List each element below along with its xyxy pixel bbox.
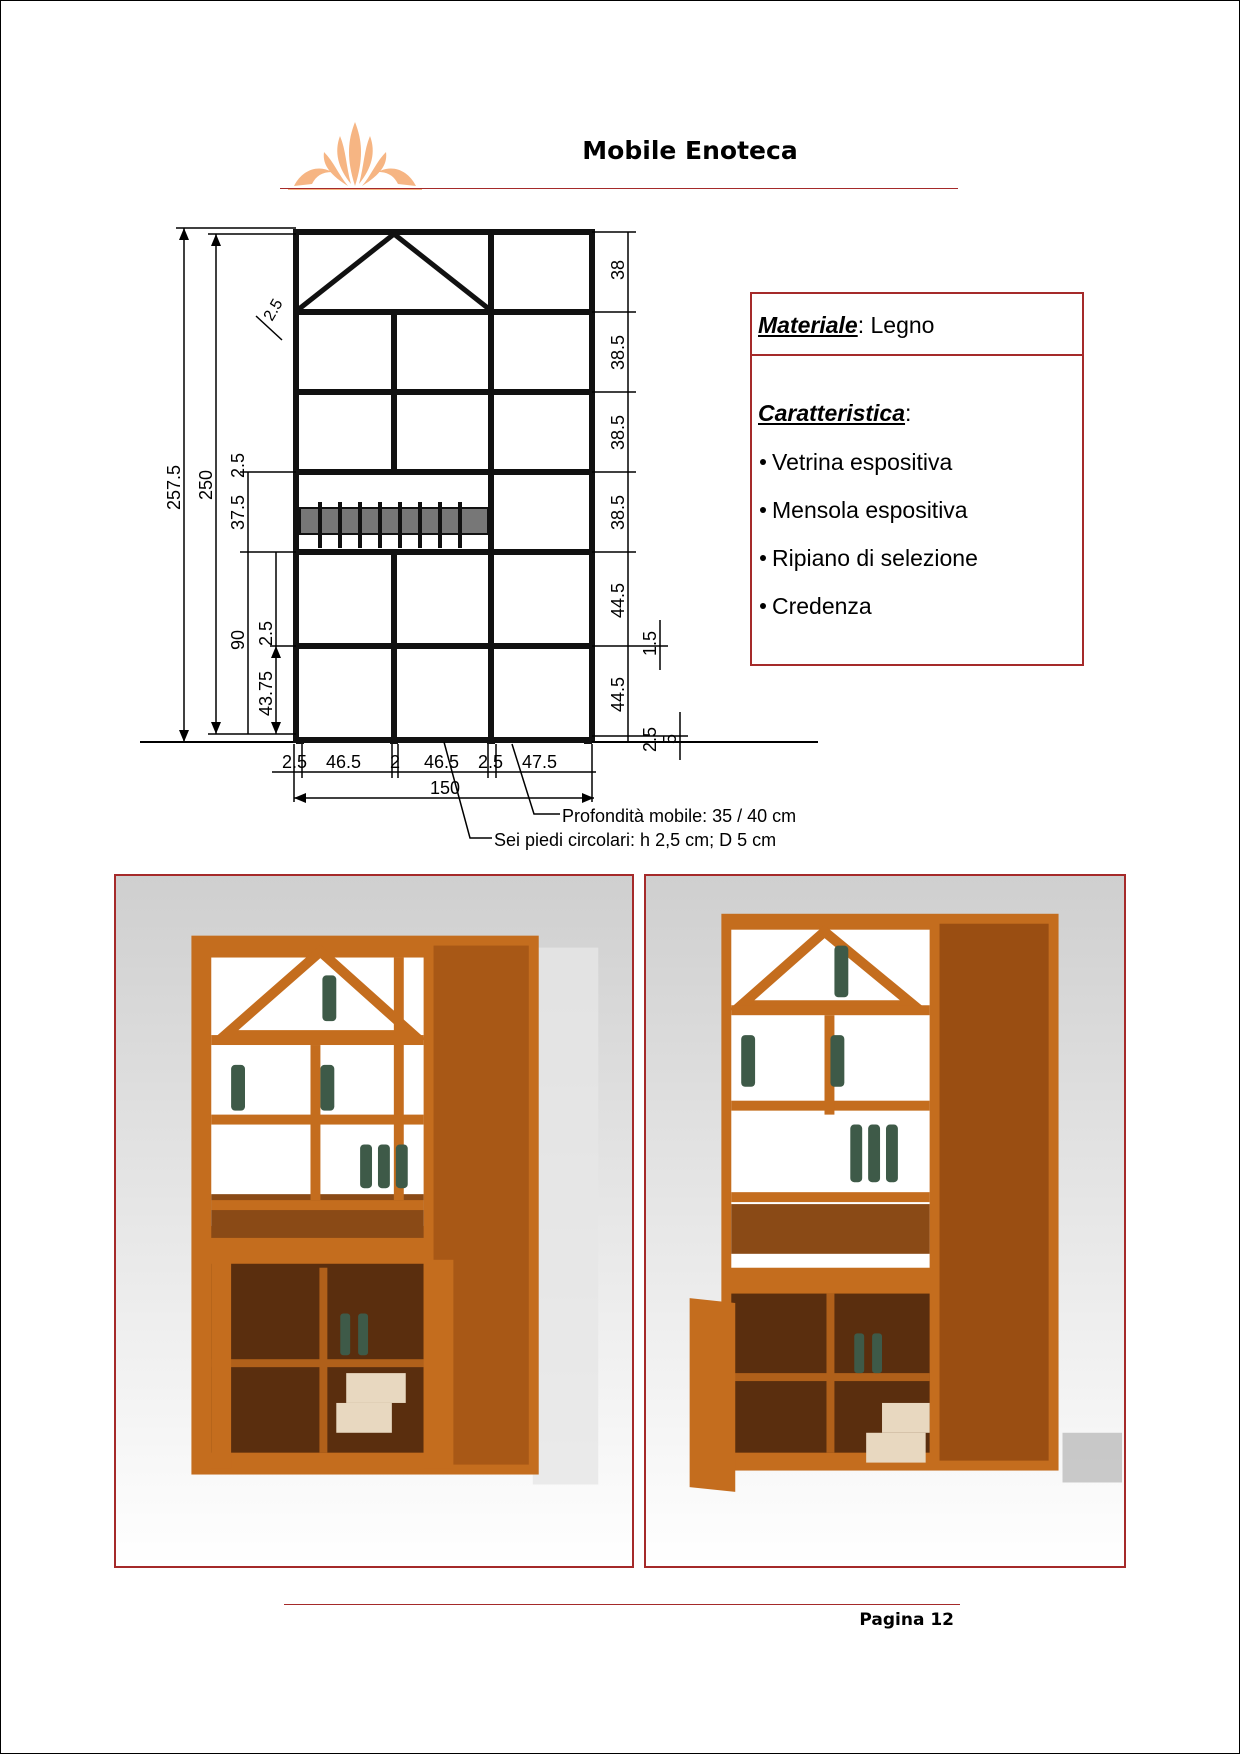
bullet-icon xyxy=(760,555,766,561)
feature-text: Credenza xyxy=(772,593,872,619)
dim-left-rack-thick: 2.5 xyxy=(228,452,248,478)
feature-item xyxy=(758,593,1082,619)
dim-right-feet: 2.5 xyxy=(640,726,660,752)
dim-left-shelf-thick: 2.5 xyxy=(256,620,276,646)
feature-text: Vetrina espositiva xyxy=(772,449,953,475)
dim-right-shelf-thick: 1.5 xyxy=(640,630,660,656)
info-box xyxy=(750,292,1084,666)
dim-right-cab1: 44.5 xyxy=(608,582,628,618)
dim-left-lower: 43.75 xyxy=(256,670,276,716)
feature-text: Mensola espositiva xyxy=(772,497,968,523)
feature-item xyxy=(758,449,1082,475)
dim-left-base: 90 xyxy=(228,629,248,650)
dim-left-rack: 37.5 xyxy=(228,494,248,530)
dim-right-shelf2: 38.5 xyxy=(608,414,628,450)
page-number: Pagina 12 xyxy=(859,1610,954,1630)
dim-bottom-e: 2.5 xyxy=(478,752,504,772)
bullet-icon xyxy=(760,507,766,513)
features-label: Caratteristica xyxy=(758,400,906,426)
dim-bottom-c: 2 xyxy=(390,752,401,772)
features-section xyxy=(752,356,1082,619)
page-title: Mobile Enoteca xyxy=(582,136,798,165)
footer-rule xyxy=(284,1604,960,1605)
render-image-left xyxy=(114,874,634,1568)
feature-item xyxy=(758,497,1082,523)
dim-left-diagonal: 2.5 xyxy=(260,296,287,324)
feature-item xyxy=(758,545,1082,571)
dim-left-inner: 250 xyxy=(196,469,216,500)
dim-right-roof: 38 xyxy=(608,259,628,280)
dim-bottom-b: 46.5 xyxy=(326,752,362,772)
features-colon: : xyxy=(905,400,912,426)
bullet-icon xyxy=(760,459,766,465)
material-value: : Legno xyxy=(857,312,935,338)
dim-left-total: 257.5 xyxy=(164,464,184,510)
dim-right-feet-d: 5 xyxy=(660,733,680,744)
dim-bottom-d: 46.5 xyxy=(424,752,460,772)
dim-right-shelf3: 38.5 xyxy=(608,494,628,530)
dim-right-cab2: 44.5 xyxy=(608,676,628,712)
feature-text: Ripiano di selezione xyxy=(772,545,978,571)
dim-bottom-a: 2.5 xyxy=(282,752,308,772)
render-image-right xyxy=(644,874,1126,1568)
dim-right-shelf1: 38.5 xyxy=(608,334,628,370)
material-label: Materiale xyxy=(758,312,858,338)
dim-bottom-total: 150 xyxy=(430,778,461,798)
material-row xyxy=(752,294,1082,356)
dim-bottom-f: 47.5 xyxy=(522,752,558,772)
note-feet: Sei piedi circolari: h 2,5 cm; D 5 cm xyxy=(494,830,777,850)
bullet-icon xyxy=(760,603,766,609)
note-depth: Profondità mobile: 35 / 40 cm xyxy=(562,806,797,826)
